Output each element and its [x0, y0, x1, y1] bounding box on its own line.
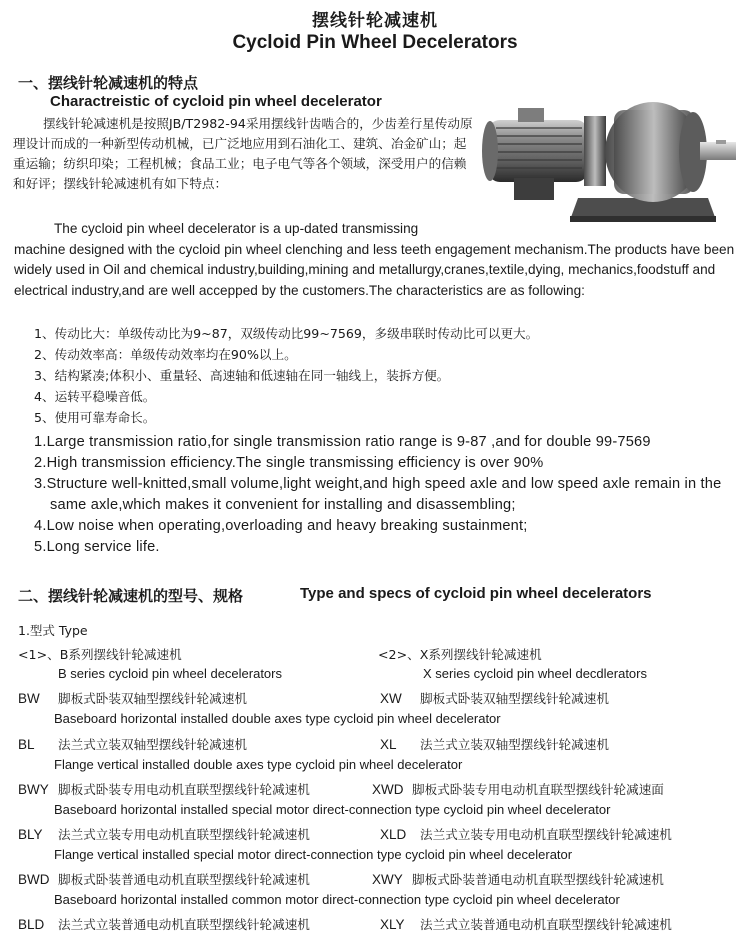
feature-en-1: 1.Large transmission ratio,for single transmission ratio range is 9-87 ,and for double 99-7569 — [34, 434, 651, 450]
type-code: BWD — [18, 872, 50, 887]
type-code: XWD — [372, 782, 404, 797]
section1-heading-en: Charactreistic of cycloid pin wheel decelerator — [50, 93, 382, 110]
section1-heading-cn: 一、摆线针轮减速机的特点 — [18, 74, 199, 92]
type-code: XLD — [380, 827, 407, 842]
type-desc-en: Baseboard horizontal installed double axes type cycloid pin wheel decelerator — [54, 711, 501, 726]
type-code: BL — [18, 737, 35, 752]
intro-paragraph-en — [14, 219, 744, 301]
section2-heading-cn: 二、摆线针轮减速机的型号、规格 — [18, 587, 244, 605]
page-title-cn: 摆线针轮减速机 — [312, 11, 438, 31]
type-code: BLD — [18, 917, 45, 932]
type-code: XW — [380, 691, 402, 706]
type-code: XLY — [380, 917, 405, 932]
feature-cn-3: 3、结构紧凑;体积小、重量轻、高速轴和低速轴在同一轴线上，装拆方便。 — [34, 368, 450, 383]
type-desc-cn: 法兰式立装双轴型摆线针轮减速机 — [420, 737, 609, 752]
series-b-cn: <1>、B系列摆线针轮减速机 — [18, 647, 182, 662]
feature-cn-4: 4、运转平稳噪音低。 — [34, 389, 156, 404]
type-row-right — [380, 824, 672, 843]
type-desc-cn: 脚板式卧装双轴型摆线针轮减速机 — [420, 691, 609, 706]
feature-en-4: 4.Low noise when operating,overloading and heavy breaking sustainment; — [34, 518, 528, 534]
feature-cn-5: 5、使用可靠寿命长。 — [34, 410, 156, 425]
type-row-right — [380, 914, 672, 933]
series-x-en: X series cycloid pin wheel decdlerators — [423, 666, 647, 681]
type-row-left — [18, 734, 247, 753]
type-code: XL — [380, 737, 397, 752]
page-title-en: Cycloid Pin Wheel Decelerators — [232, 32, 518, 53]
features-list-cn — [34, 323, 538, 428]
type-desc-en: Baseboard horizontal installed special motor direct-connection type cycloid pin wheel decelerator — [54, 802, 611, 817]
intro-paragraph-cn: 摆线针轮减速机是按照JB/T2982-94采用摆线针齿啮合的，少齿差行星传动原理设计而成的一种新型传动机械，已广泛地应用到石油化工、建筑、冶金矿山；起重运输；纺织印染；工程机械；食品工业；电子电气等各个领域，深受用户的信赖和好评；摆线针轮减速机有如下特点： — [13, 116, 473, 191]
type-row-left — [18, 869, 310, 888]
features-list-en — [34, 432, 744, 558]
feature-en-5: 5.Long service life. — [34, 539, 160, 555]
type-desc-cn: 脚板式卧装双轴型摆线针轮减速机 — [58, 691, 247, 706]
cycloid-decelerator-image — [478, 80, 740, 230]
type-row-left — [18, 779, 310, 798]
type-desc-cn: 脚板式卧装普通电动机直联型摆线针轮减速机 — [58, 872, 310, 887]
type-desc-en: Baseboard horizontal installed common motor direct-connection type cycloid pin wheel decelerator — [54, 892, 620, 907]
type-desc-cn: 脚板式卧装专用电动机直联型摆线针轮减速面 — [412, 782, 664, 797]
feature-cn-2: 2、传动效率高：单级传动效率均在90%以上。 — [34, 347, 297, 362]
type-desc-cn: 法兰式立装普通电动机直联型摆线针轮减速机 — [420, 917, 672, 932]
feature-en-3: 3.Structure well-knitted,small volume,light weight,and high speed axle and low speed axle remain in the same axle,which makes it convenient for installing and disassembling; — [34, 476, 722, 513]
type-desc-en: Flange vertical installed special motor direct-connection type cycloid pin wheel decelerator — [54, 847, 573, 862]
intro-en-first-line: The cycloid pin wheel decelerator is a up-dated transmissing — [54, 221, 419, 236]
series-x-cn: <2>、X系列摆线针轮减速机 — [378, 647, 542, 662]
type-desc-cn: 法兰式立装普通电动机直联型摆线针轮减速机 — [58, 917, 310, 932]
series-b-en: B series cycloid pin wheel decelerators — [58, 666, 282, 681]
type-desc-cn: 脚板式卧装专用电动机直联型摆线针轮减速机 — [58, 782, 310, 797]
type-row-right — [372, 869, 664, 888]
type-code: XWY — [372, 872, 403, 887]
type-label: 1.型式 Type — [18, 623, 88, 638]
type-desc-cn: 法兰式立装专用电动机直联型摆线针轮减速机 — [420, 827, 672, 842]
type-desc-cn: 脚板式卧装普通电动机直联型摆线针轮减速机 — [412, 872, 664, 887]
type-desc-cn: 法兰式立装双轴型摆线针轮减速机 — [58, 737, 247, 752]
type-row-right — [380, 734, 609, 753]
type-desc-cn: 法兰式立装专用电动机直联型摆线针轮减速机 — [58, 827, 310, 842]
type-row-left — [18, 824, 310, 843]
type-row-right — [372, 779, 664, 798]
intro-en-rest: machine designed with the cycloid pin wheel clenching and less teeth engagement mechanism.The products have been widely used in Oil and chemical industry,building,mining and metallurgy,cranes,textile,dying, mechanics,foodstuff and electrical industry,and are well accepped by the customers.The characteristics are as following: — [14, 241, 735, 298]
type-row-left — [18, 914, 310, 933]
type-code: BW — [18, 691, 40, 706]
type-desc-en: Flange vertical installed double axes type cycloid pin wheel decelerator — [54, 757, 463, 772]
feature-en-2: 2.High transmission efficiency.The single transmissing efficiency is over 90% — [34, 455, 544, 471]
type-code: BWY — [18, 782, 49, 797]
type-row-left — [18, 688, 247, 707]
type-row-right — [380, 688, 609, 707]
section2-heading-en: Type and specs of cycloid pin wheel decelerators — [300, 585, 652, 602]
type-code: BLY — [18, 827, 43, 842]
feature-cn-1: 1、传动比大：单级传动比为9~87，双级传动比99~7569，多级串联时传动比可以更大。 — [34, 326, 539, 341]
